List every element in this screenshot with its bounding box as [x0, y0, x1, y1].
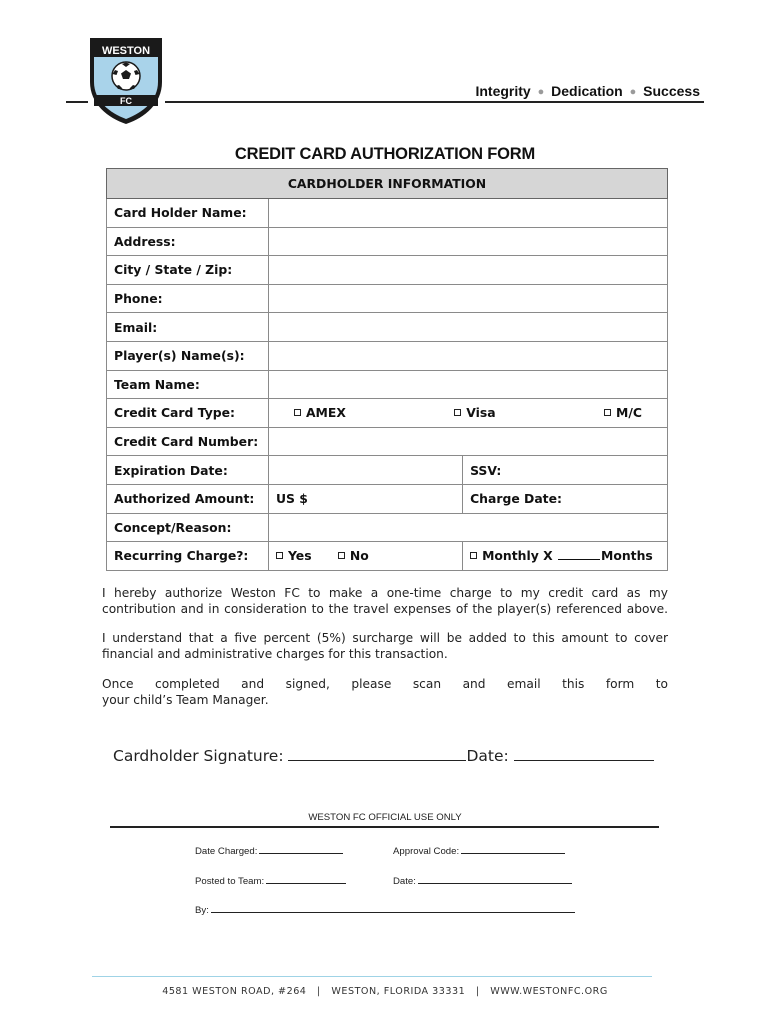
recurring-no-option[interactable]: No [338, 548, 369, 563]
approval-code-row [393, 845, 565, 857]
office-date-label: Date: [393, 876, 416, 887]
authorization-line-2: contribution and in consideration to the travel expenses of the player(s) referenced above. [102, 602, 668, 616]
phone-field[interactable] [268, 284, 667, 313]
header-rule-right [165, 101, 704, 103]
instructions-line-2: your child’s Team Manager. [102, 693, 269, 707]
ssv-label[interactable]: SSV: [463, 456, 668, 485]
logo-text-bottom: FC [120, 96, 132, 106]
credit-card-type-label: Credit Card Type: [107, 399, 269, 428]
motto-success: Success [643, 83, 700, 99]
concept-reason-label: Concept/Reason: [107, 513, 269, 542]
address-label: Address: [107, 227, 269, 256]
recurring-yes-option[interactable]: Yes [276, 548, 312, 563]
city-state-zip-field[interactable] [268, 256, 667, 285]
date-charged-field[interactable] [259, 845, 343, 854]
players-names-label: Player(s) Name(s): [107, 341, 269, 370]
by-field[interactable] [211, 904, 575, 913]
authorized-amount-label: Authorized Amount: [107, 484, 269, 513]
expiration-date-label: Expiration Date: [107, 456, 269, 485]
checkbox-icon[interactable] [276, 552, 283, 559]
header-rule-left [66, 101, 88, 103]
team-name-label: Team Name: [107, 370, 269, 399]
players-names-field[interactable] [268, 341, 667, 370]
cardholder-signature-field[interactable] [288, 747, 466, 761]
footer-address: 4581 WESTON ROAD, #264 | WESTON, FLORIDA 33331 | WWW.WESTONFC.ORG [162, 986, 608, 997]
authorization-paragraph [102, 585, 668, 617]
footer-rule [92, 976, 652, 977]
form-title: CREDIT CARD AUTHORIZATION FORM [234, 145, 536, 163]
recurring-options [268, 542, 462, 571]
monthly-option[interactable] [463, 542, 668, 571]
checkbox-icon[interactable] [604, 409, 611, 416]
motto-dot-icon: ● [629, 86, 637, 98]
recurring-charge-label: Recurring Charge?: [107, 542, 269, 571]
date-charged-row [195, 845, 343, 857]
concept-reason-field[interactable] [268, 513, 667, 542]
office-date-field[interactable] [418, 875, 572, 884]
by-row [195, 904, 575, 916]
weston-fc-logo [86, 34, 166, 126]
amex-option[interactable]: AMEX [294, 405, 346, 420]
email-label: Email: [107, 313, 269, 342]
office-use-rule [110, 826, 659, 828]
card-holder-name-field[interactable] [268, 199, 667, 228]
authorization-line-1: I hereby authorize Weston FC to make a one-time charge to my credit card as my [102, 586, 668, 600]
team-name-field[interactable] [268, 370, 667, 399]
logo-text-top: WESTON [101, 45, 151, 57]
authorized-amount-field[interactable]: US $ [268, 484, 462, 513]
charge-date-label[interactable]: Charge Date: [463, 484, 668, 513]
instructions-line-1: Once completed and signed, please scan and email this form to [102, 677, 668, 691]
motto-dedication: Dedication [551, 83, 623, 99]
approval-code-field[interactable] [461, 845, 565, 854]
surcharge-line-2: financial and administrative charges for this transaction. [102, 647, 448, 661]
months-count-blank[interactable] [558, 549, 600, 560]
posted-to-team-field[interactable] [266, 875, 346, 884]
email-field[interactable] [268, 313, 667, 342]
address-field[interactable] [268, 227, 667, 256]
office-date-row [393, 875, 572, 887]
instructions-paragraph [102, 676, 668, 708]
motto-integrity: Integrity [475, 83, 531, 99]
checkbox-icon[interactable] [470, 552, 477, 559]
mc-option[interactable]: M/C [604, 405, 642, 420]
signature-date-field[interactable] [514, 747, 654, 761]
section-header: CARDHOLDER INFORMATION [107, 169, 668, 199]
signature-line [113, 747, 654, 765]
checkbox-icon[interactable] [338, 552, 345, 559]
date-charged-label: Date Charged: [195, 846, 258, 857]
motto-dot-icon: ● [537, 86, 545, 98]
phone-label: Phone: [107, 284, 269, 313]
monthly-label: Monthly X [482, 548, 553, 564]
card-holder-name-label: Card Holder Name: [107, 199, 269, 228]
surcharge-line-1: I understand that a five percent (5%) surcharge will be added to this amount to cover [102, 631, 668, 645]
checkbox-icon[interactable] [294, 409, 301, 416]
visa-option[interactable]: Visa [454, 405, 495, 420]
credit-card-number-field[interactable] [268, 427, 667, 456]
credit-card-number-label: Credit Card Number: [107, 427, 269, 456]
surcharge-paragraph [102, 630, 668, 662]
approval-code-label: Approval Code: [393, 846, 460, 857]
credit-card-type-options [268, 399, 667, 428]
motto [475, 83, 700, 99]
city-state-zip-label: City / State / Zip: [107, 256, 269, 285]
signature-date-label: Date: [466, 747, 509, 765]
soccer-ball-icon [112, 62, 140, 90]
cardholder-signature-label: Cardholder Signature: [113, 747, 284, 765]
cardholder-info-table [106, 168, 668, 571]
checkbox-icon[interactable] [454, 409, 461, 416]
office-use-title: WESTON FC OFFICIAL USE ONLY [308, 812, 462, 823]
expiration-date-field[interactable] [268, 456, 462, 485]
posted-to-team-label: Posted to Team: [195, 876, 265, 887]
posted-to-team-row [195, 875, 346, 887]
by-label: By: [195, 905, 209, 916]
months-label: Months [601, 548, 653, 564]
